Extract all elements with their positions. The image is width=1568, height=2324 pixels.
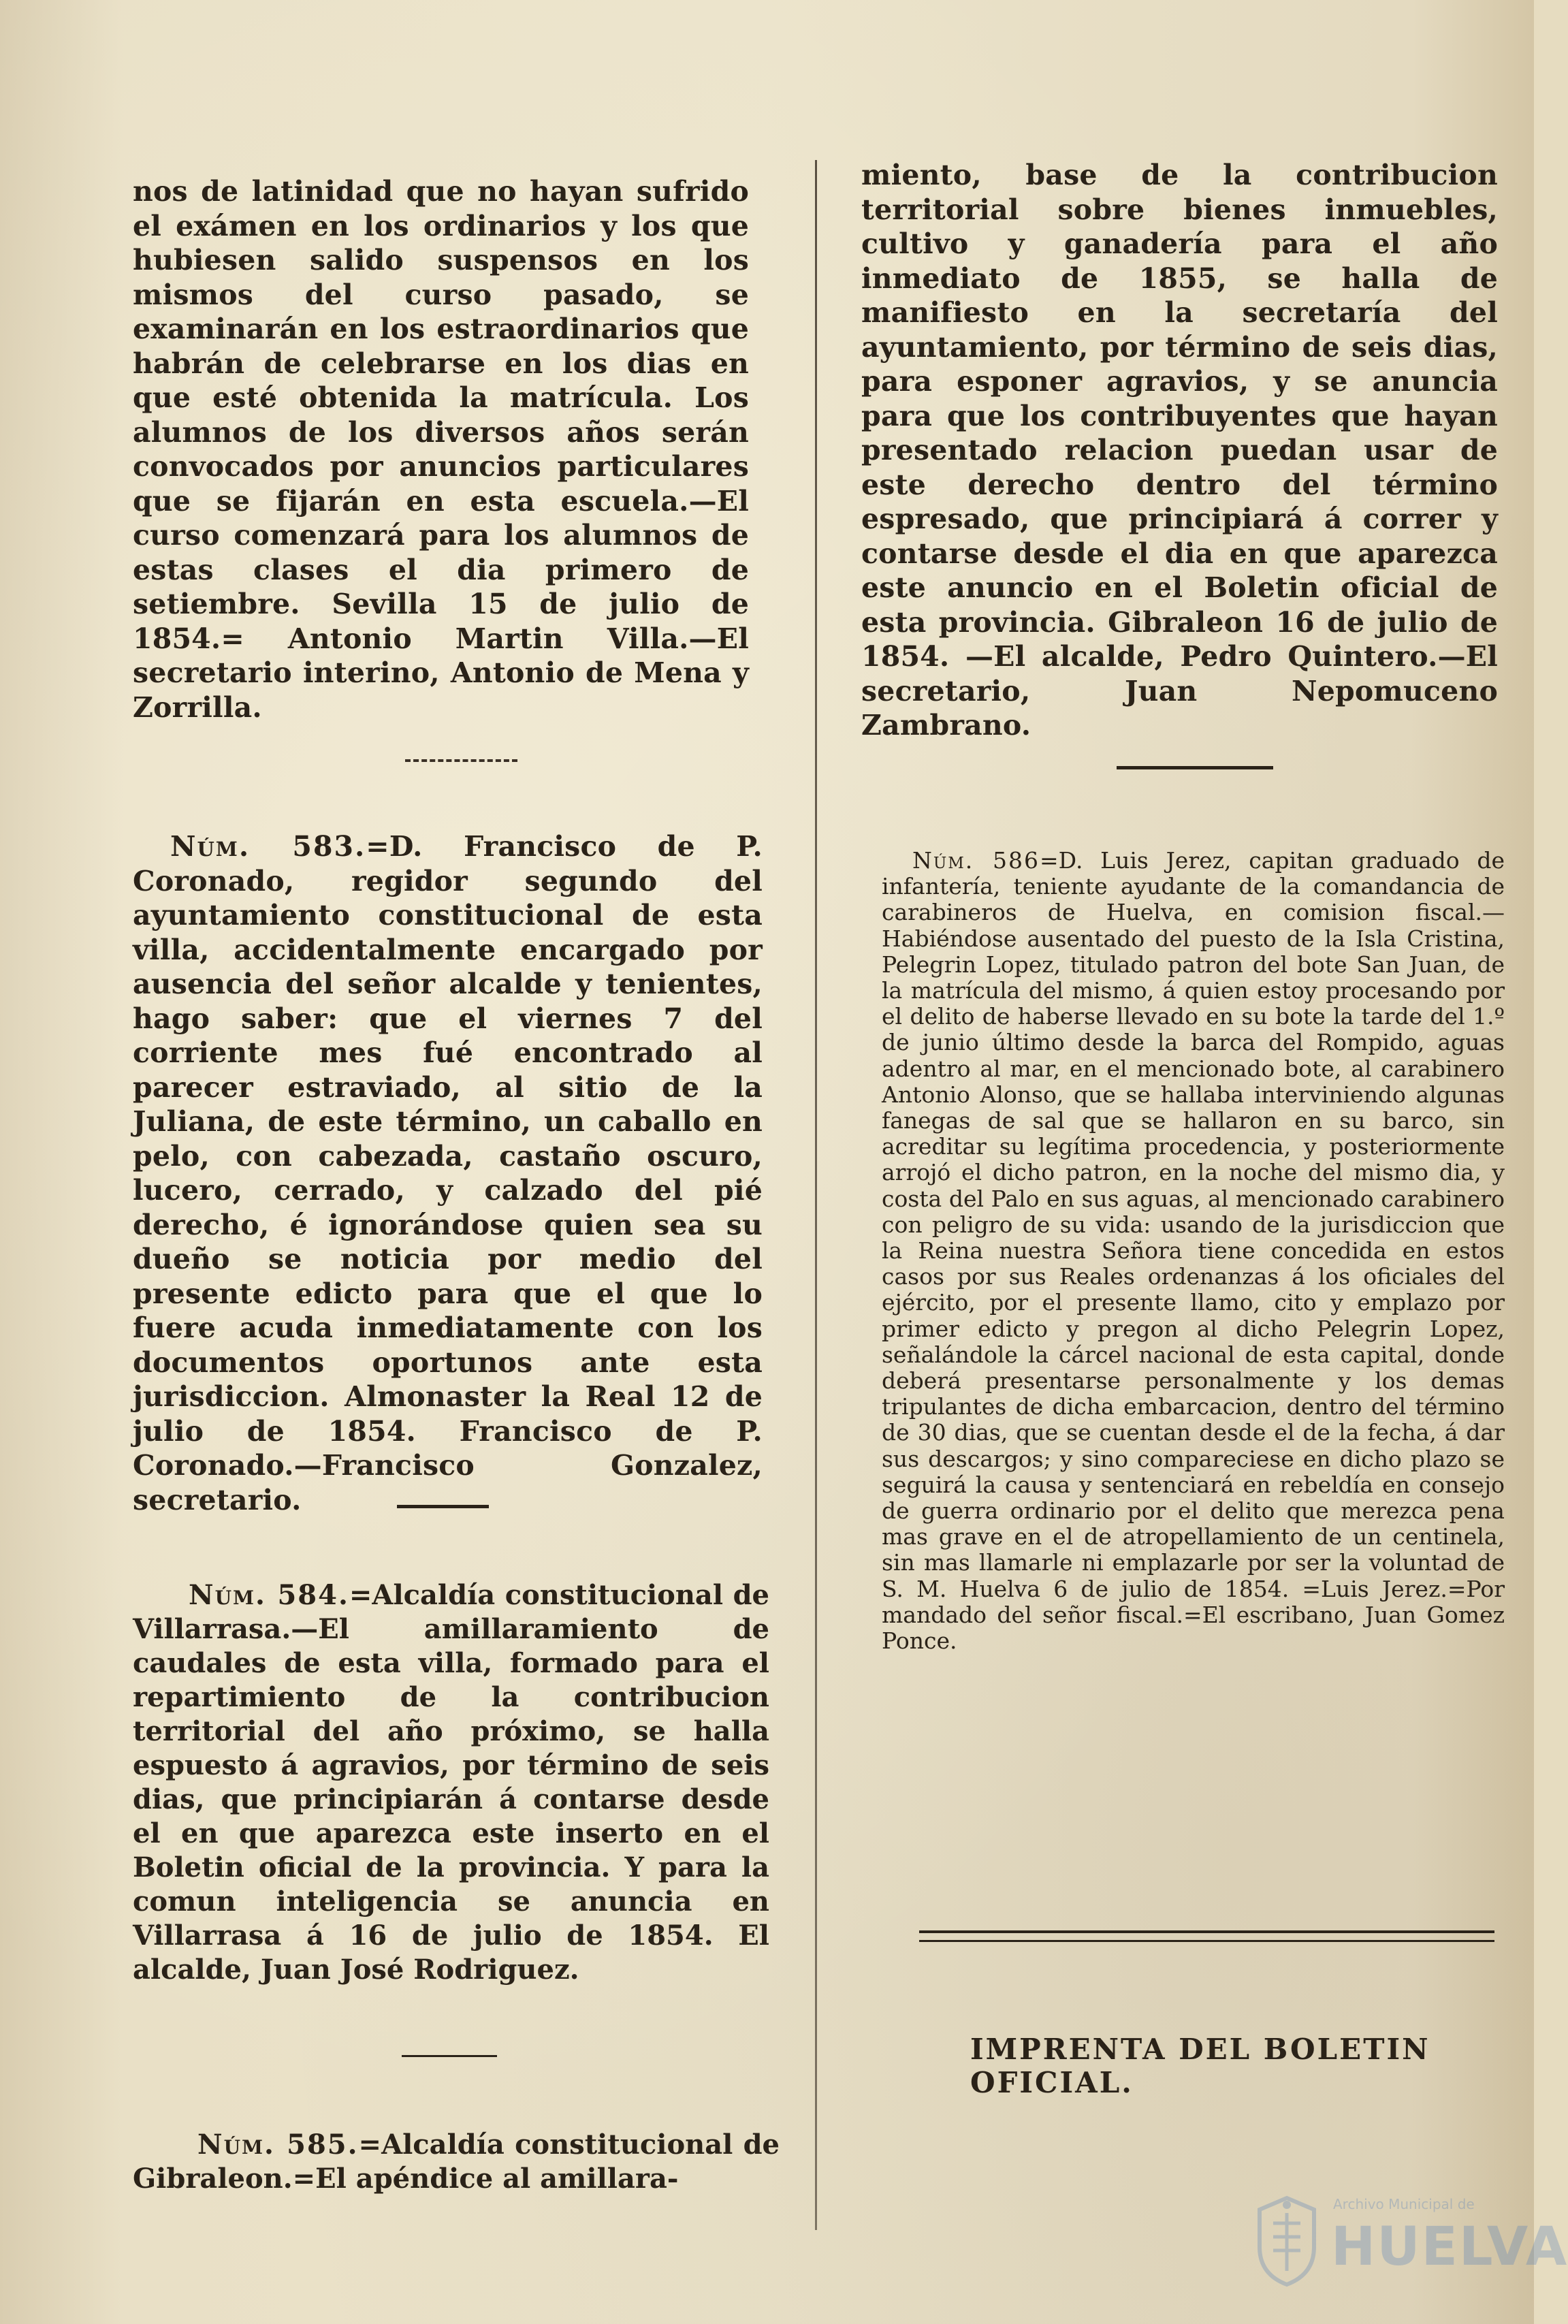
watermark-label: HUELVA: [1331, 2216, 1568, 2278]
notice-585-text: =Alcaldía constitucional de Gibraleon.=El apéndice al amillara-: [133, 2129, 780, 2195]
notice-584-text: =Alcaldía constitucional de Villarrasa.—El amillaramiento de caudales de esta villa, formado para el repartimiento de la contribucion territorial del año próximo, se halla espuesto á agravios, por término de seis dias, que principiarán á contarse desde el en que aparezca este inserto en el Boletin oficial de la provincia. Y para la comun inteligencia se anuncia en Villarrasa á 16 de julio de 1854. El alcalde, Juan José Rodriguez.: [133, 1579, 770, 1986]
separator-dashed: [405, 759, 517, 762]
notice-583: [133, 829, 763, 1517]
separator-rule: [397, 1505, 489, 1508]
separator-rule-2: [402, 2055, 497, 2057]
right-continuation-text: miento, base de la contribucion territorial sobre bienes inmuebles, cultivo y ganadería para el año inmediato de 1855, se halla de manifiesto en la secretaría del ayuntamiento, por término de seis dias, para esponer agravios, y se anuncia para que los contribuyentes que hayan presentado relacion puedan usar de este derecho dentro del término espresado, que principiará á correr y contarse desde el dia en que aparezca este anuncio en el Boletin oficial de esta provincia. Gibraleon 16 de julio de 1854. —El alcalde, Pedro Quintero.—El secretario, Juan Nepomuceno Zambrano.: [861, 159, 1498, 742]
watermark-subtitle: Archivo Municipal de: [1333, 2196, 1475, 2212]
archive-watermark: [1253, 2189, 1568, 2291]
notice-586-text: =D. Luis Jerez, capitan graduado de infantería, teniente ayudante de la comandancia de carabineros de Huelva, en comision fiscal.—Habiéndose ausentado del puesto de la Isla Cristina, Pelegrin Lopez, titulado patron del bote San Juan, de la matrícula del mismo, á quien estoy procesando por el delito de haberse llevado en su bote la tarde del 1.º de junio último desde la barca del Rompido, aguas adentro al mar, en el mencionado bote, al carabinero Antonio Alonso, que se hallaba interviniendo algunas fanegas de sal que se hallaron en su barco, sin acreditar su legítima procedencia, y posteriormente arrojó el dicho patron, en la noche del mismo dia, y costa del Palo en sus aguas, al mencionado carabinero con peligro de su vida: usando de la jurisdiccion que la Reina nuestra Señora tiene concedida en estos casos por sus Reales ordenanzas á los oficiales del ejército, por el presente llamo, cito y emplazo por primer edicto y pregon al dicho Pelegrin Lopez, señalándole la cárcel nacional de esta capital, donde deberá presentarse personalmente y los demas tripulantes de dicha embarcacion, dentro del término de 30 dias, que se cuentan desde el de la fecha, á dar sus descargos; y sino compareciese en dicho plazo se seguirá la causa y sentenciará en rebeldía en consejo de guerra ordinario por el delito que merezca pena mas grave en el de atropellamiento de un centinela, sin mas llamarle ni emplazarle por ser la voluntad de S. M. Huelva 6 de julio de 1854. =Luis Jerez.=Por mandado del señor fiscal.=El escribano, Juan Gomez Ponce.: [882, 847, 1505, 1655]
crest-icon: [1253, 2193, 1321, 2288]
imprint: IMPRENTA DEL BOLETIN OFICIAL.: [970, 2033, 1430, 2099]
notice-586: [882, 848, 1505, 1654]
notice-584: [133, 1578, 769, 1987]
notice-583-text: =D. Francisco de P. Coronado, regidor segundo del ayuntamiento constitucional de esta villa, accidentalmente encargado por ausencia del señor alcalde y tenientes, hago saber: que el viernes 7 del corriente mes fué encontrado al parecer estraviado, al sitio de la Juliana, de este término, un caballo en pelo, con cabezada, castaño oscuro, lucero, cerrado, y calzado del pié derecho, é ignorándose quien sea su dueño se noticia por medio del presente edicto para que el que lo fuere acuda inmediatamente con los documentos oportunos ante esta jurisdiccion. Almonaster la Real 12 de julio de 1854. Francisco de P. Coronado.—Francisco Gonzalez, secretario.: [133, 830, 763, 1516]
column-divider: [815, 160, 817, 2230]
notice-586-number: Núm. 586: [912, 847, 1040, 874]
notice-584-number: Núm. 584.: [189, 1579, 349, 1611]
notice-585: [133, 2128, 780, 2196]
double-rule: [919, 1930, 1494, 1942]
notice-583-number: Núm. 583.: [170, 830, 366, 863]
notice-585-number: Núm. 585.: [197, 2129, 359, 2161]
left-column: [133, 0, 780, 2324]
left-continuation-text: nos de latinidad que no hayan sufrido el exámen en los ordinarios y los que hubiesen salido suspensos en los mismos del curso pasado, se examinarán en los estraordinarios que habrán de celebrarse en los dias en que esté obtenida la matrícula. Los alumnos de los diversos años serán convocados por anuncios particulares que se fijarán en esta escuela.—El curso comenzará para los alumnos de estas clases el dia primero de setiembre. Sevilla 15 de julio de 1854.= Antonio Martin Villa.—El secretario interino, Antonio de Mena y Zorrilla.: [133, 175, 749, 724]
separator-rule-3: [1117, 766, 1273, 769]
right-column: [861, 0, 1505, 2324]
